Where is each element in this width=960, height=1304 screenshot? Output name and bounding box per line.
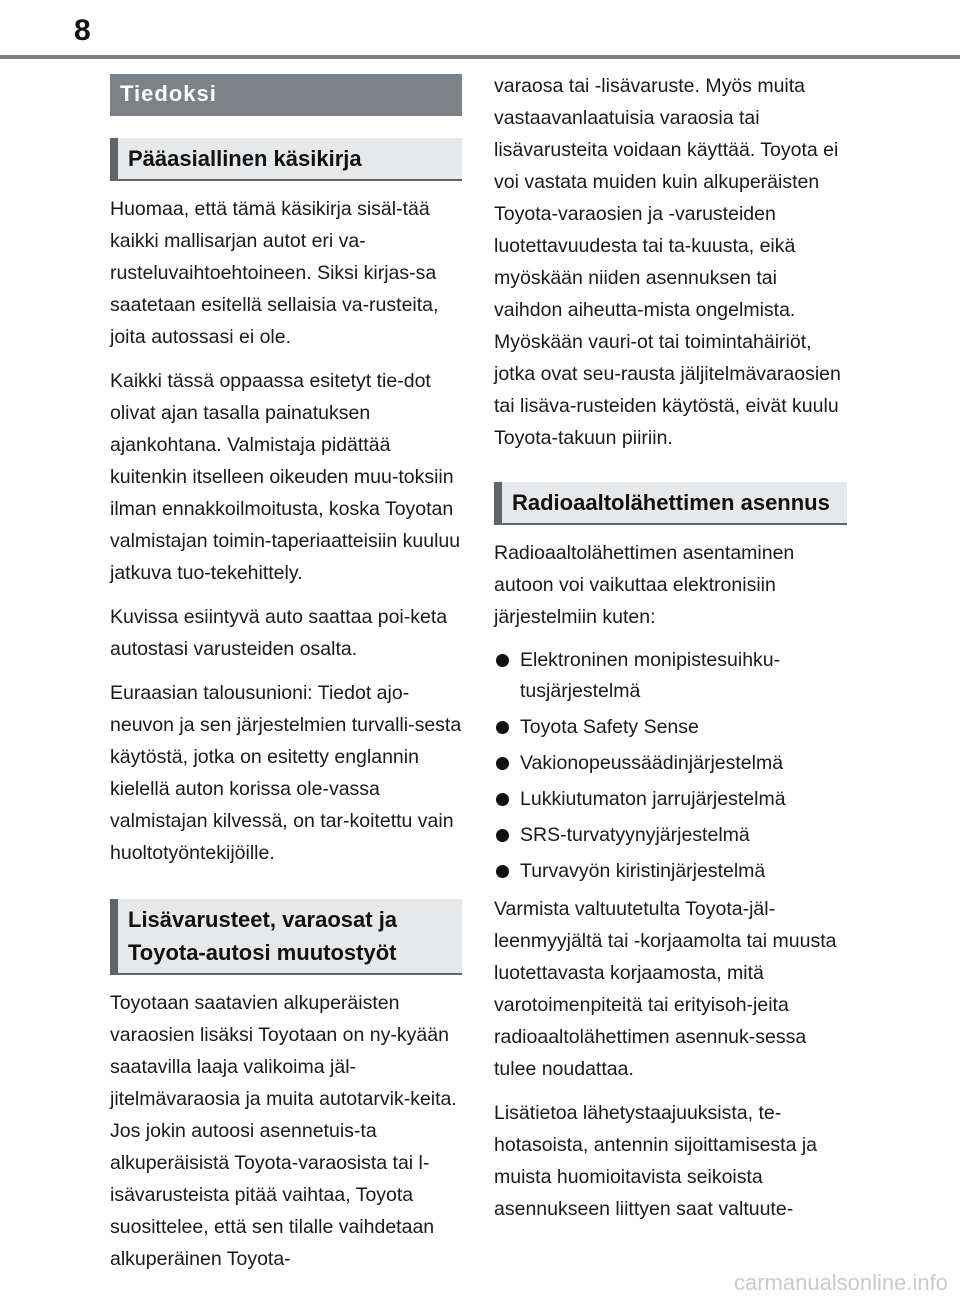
list-item-text: Lukkiutumaton jarrujärjestelmä xyxy=(520,788,786,810)
paragraph: Toyotaan saatavien alkuperäisten varaosien lisäksi Toyotaan on ny-kyään saatavilla laaja valikoima jäl-jitelmävaraosia ja muita autotarvik-keita. Jos jokin autoosi asennetuis-ta alkuperäisistä Toyota-varaosista tai l-isävarusteista pitää vaihtaa, Toyota suosittelee, että sen tilalle vaihdetaan alkuperäinen Toyota- xyxy=(110,992,457,1270)
list-item-text: Toyota Safety Sense xyxy=(520,716,699,738)
watermark: carmanualsonline.info xyxy=(733,1270,948,1295)
section-tab-tiedoksi: Tiedoksi xyxy=(110,74,462,116)
list-item xyxy=(494,712,847,743)
bullet-icon xyxy=(496,654,509,667)
bullet-icon xyxy=(496,757,509,770)
left-column xyxy=(110,74,462,1287)
paragraph: Lisätietoa lähetystaajuuksista, te-hotasoista, antennin sijoittamisesta ja muista huomioitavista seikoista asennukseen liittyen saat valtuute- xyxy=(494,1102,818,1220)
bullet-icon xyxy=(496,865,509,878)
paragraph: Radioaaltolähettimen asentaminen autoon voi vaikuttaa elektronisiin järjestelmiin kuten: xyxy=(494,542,795,628)
paragraph: Kaikki tässä oppaassa esitetyt tie-dot olivat ajan tasalla painatuksen ajankohtana. Valmistaja pidättää kuitenkin itselleen oikeuden muu-toksiin ilman ennakkoilmoitusta, koska Toyotan valmistajan toimin-taperiaatteisiin kuuluu jatkuva tuo-tekehittely. xyxy=(110,370,461,584)
top-divider xyxy=(0,55,960,59)
paragraph: Varmista valtuutetulta Toyota-jäl-leenmyyjältä tai -korjaamolta tai muusta luotettavasta korjaamosta, mitä varotoimenpiteitä tai erityisoh-jeita radioaaltolähettimen asennuk-sessa tulee noudattaa. xyxy=(494,898,837,1080)
heading-accessories: Lisävarusteet, varaosat ja Toyota-autosi muutostyöt xyxy=(110,899,462,975)
heading-radio-transmitter: Radioaaltolähettimen asennus xyxy=(494,482,847,525)
paragraph: Huomaa, että tämä käsikirja sisäl-tää kaikki mallisarjan autot eri va-rusteluvaihtoehtoineen. Siksi kirjas-sa saatetaan esitellä sellaisia va-rusteita, joita autossasi ei ole. xyxy=(110,198,439,348)
heading-main-manual: Pääasiallinen käsikirja xyxy=(110,138,462,181)
paragraph: Kuvissa esiintyvä auto saattaa poi-keta autostasi varusteiden osalta. xyxy=(110,606,448,660)
list-item xyxy=(494,748,847,779)
paragraph-continuation: varaosa tai -lisävaruste. Myös muita vastaavanlaatuisia varaosia tai lisävarusteita voidaan käyttää. Toyota ei voi vastata muiden kuin alkuperäisten Toyota-varaosien ja -varusteiden luotettavuudesta tai ta-kuusta, eikä myöskään niiden asennuksen tai vaihdon aiheutta-mista ongelmista. Myöskään vauri-ot tai toimintahäiriöt, jotka ovat seu-rausta jäljitelmävaraosien tai lisäva-rusteiden käytöstä, eivät kuulu Toyota-takuun piiriin. xyxy=(494,75,841,449)
list-item-text: SRS-turvatyynyjärjestelmä xyxy=(520,824,750,846)
bullet-icon xyxy=(496,721,509,734)
list-item xyxy=(494,784,847,815)
list-item-text: Vakionopeussäädinjärjestelmä xyxy=(520,752,784,774)
bullet-list xyxy=(494,645,847,887)
paragraph: Euraasian talousunioni: Tiedot ajo-neuvon ja sen järjestelmien turvalli-sesta käytöstä, jotka on esitetty englannin kielellä auton korissa ole-vassa valmistajan kilvessä, on tar-koitettu vain huoltotyöntekijöille. xyxy=(110,682,462,864)
bullet-icon xyxy=(496,829,509,842)
list-item-text: Turvavyön kiristinjärjestelmä xyxy=(520,860,766,882)
list-item xyxy=(494,820,847,851)
list-item xyxy=(494,645,847,707)
bullet-icon xyxy=(496,793,509,806)
list-item xyxy=(494,856,847,887)
right-column xyxy=(494,70,847,1237)
page-number: 8 xyxy=(74,14,91,47)
list-item-text: Elektroninen monipistesuihku-tusjärjestelmä xyxy=(520,649,781,702)
